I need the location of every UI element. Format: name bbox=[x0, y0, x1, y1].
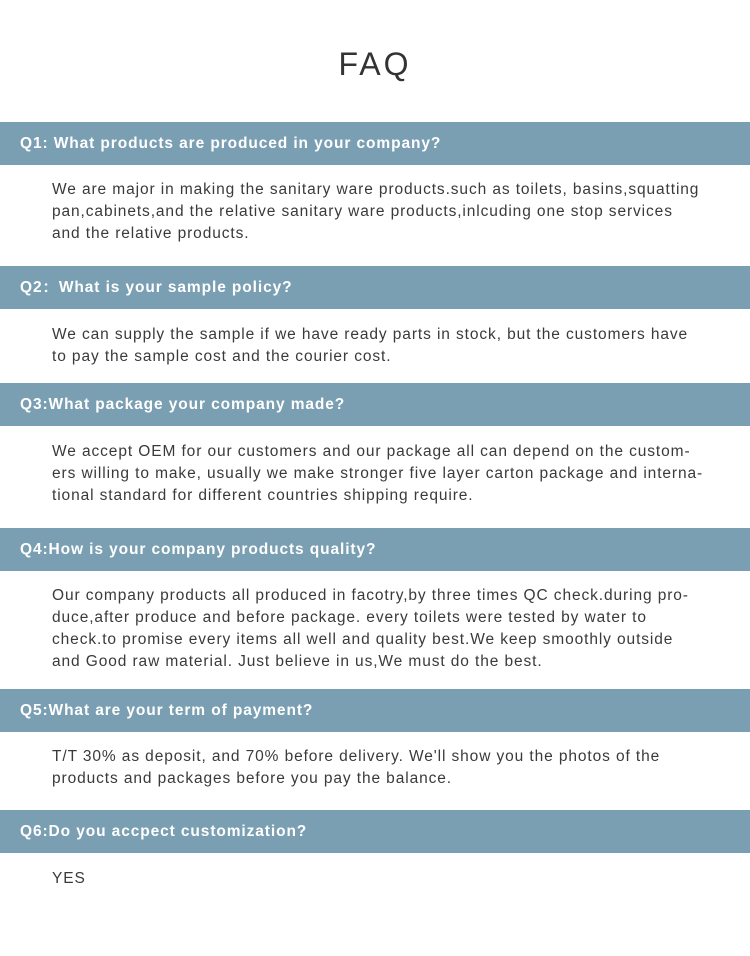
faq-answer-5: T/T 30% as deposit, and 70% before delivery. We'll show you the photos of the products and packages before you pay the balance. bbox=[52, 748, 661, 787]
faq-answer-6: YES bbox=[52, 870, 86, 887]
page-title: FAQ bbox=[338, 46, 412, 82]
faq-answer-4: Our company products all produced in facotry,by three times QC check.during pro- duce,after produce and before package. every toilets were tested by water to check.to promise every items all well and quality best.We keep smoothly outside and Good raw material. Just believe in us,We must do the best. bbox=[52, 587, 689, 670]
faq-question-3: Q3:What package your company made? bbox=[0, 383, 750, 426]
faq-question-4: Q4:How is your company products quality? bbox=[0, 528, 750, 571]
faq-answer-2: We can supply the sample if we have ready parts in stock, but the customers have to pay the sample cost and the courier cost. bbox=[52, 326, 689, 365]
faq-question-2: Q2：What is your sample policy? bbox=[0, 266, 750, 309]
faq-answer-3: We accept OEM for our customers and our package all can depend on the custom- ers willing to make, usually we make stronger five layer carton package and interna- tional standard for different countries shipping require. bbox=[52, 443, 704, 504]
faq-question-5: Q5:What are your term of payment? bbox=[0, 689, 750, 732]
faq-question-6: Q6:Do you accpect customization? bbox=[0, 810, 750, 853]
faq-answer-1: We are major in making the sanitary ware products.such as toilets, basins,squatting pan,cabinets,and the relative sanitary ware products,inlcuding one stop services and the relative products. bbox=[52, 181, 700, 242]
faq-question-1: Q1: What products are produced in your company? bbox=[0, 122, 750, 165]
